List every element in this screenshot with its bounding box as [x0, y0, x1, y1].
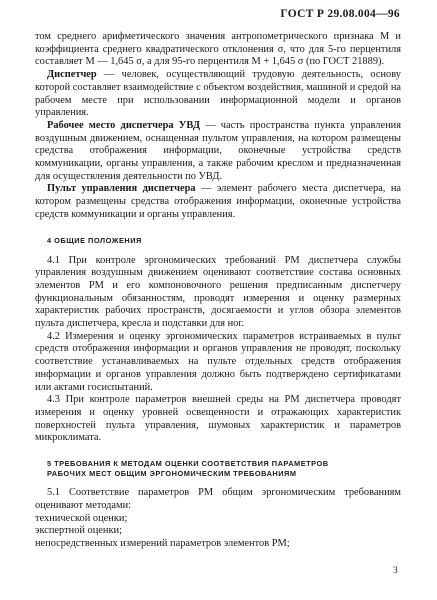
- section-5-title: [47, 459, 401, 479]
- standard-code-header: ГОСТ Р 29.08.004—96: [280, 8, 400, 20]
- page-content: [35, 31, 401, 551]
- definition-workplace: [35, 120, 401, 184]
- intro-paragraph: том среднего арифметического значения антропометрического признака M и коэффициента среднего квадратического отклонения σ, что для 5-го перцентиля составляет M — 1,645 σ, а для 95-го перцентиля M + 1,645 σ (по ГОСТ 21889).: [35, 31, 401, 68]
- definition-text: — часть пространства пункта управления воздушным движением, оснащенная пультом управления, на котором размещены средства отображения информации, оконечные устройства средств коммуникации, органы управления, а также рабочим креслом и предназначенная для осуществления деятельности по УВД.: [35, 119, 401, 182]
- definition-console: [35, 183, 401, 221]
- section-5-title-line1: 5 ТРЕБОВАНИЯ К МЕТОДАМ ОЦЕНКИ СООТВЕТСТВИЯ ПАРАМЕТРОВ: [47, 459, 329, 469]
- page-number: 3: [393, 566, 398, 576]
- paragraph-4-1: 4.1 При контроле эргономических требований РМ диспетчера службы управления воздушным движением оценивают соответствие состава основных элементов РМ и его компоновочного решения предписанным диспетчеру функциональным обязанностям, проводят измерения и оценку размерных характеристик рабочих пространств, досягаемости и углов обзора элементов пульта диспетчера, кресла и подставки для ног.: [35, 254, 401, 330]
- definition-term: Пульт управления диспетчера: [47, 183, 196, 195]
- section-5-title-line2: РАБОЧИХ МЕСТ ОБЩИМ ЭРГОНОМИЧЕСКИМ ТРЕБОВАНИЯМ: [47, 469, 297, 479]
- method-list-item: экспертной оценки;: [35, 525, 122, 537]
- paragraph-5-1: 5.1 Соответствие параметров РМ общим эргономическим требованиям оценивают методами:: [35, 487, 401, 511]
- definition-dispatcher: [35, 69, 401, 120]
- definition-text: — человек, осуществляющий трудовую деятельность, основу которой составляет взаимодействие с объектом воздействия, машиной и средой на рабочем месте при использовании информационной модели и органов управления.: [35, 69, 401, 119]
- paragraph-4-2: 4.2 Измерения и оценку эргономических параметров встраиваемых в пульт средств отображения информации и органов управления не проводят, поскольку соответствие устанавливаемых на пульте отдельных средств отображения информации и органов управления должно быть подтверждено сертификатами или актами госиспытаний.: [35, 330, 401, 393]
- definition-text: — элемент рабочего места диспетчера, на котором размещены средства отображения информации, оконечные устройства средств коммуникации и органы управления.: [35, 183, 401, 220]
- method-list-item: технической оценки;: [35, 512, 128, 524]
- definition-term: Диспетчер: [47, 69, 97, 81]
- section-4-title: 4 ОБЩИЕ ПОЛОЖЕНИЯ: [47, 235, 142, 245]
- definition-term: Рабочее место диспетчера УВД: [47, 119, 201, 131]
- method-list-item: непосредственных измерений параметров элементов РМ;: [35, 537, 290, 549]
- paragraph-4-3: 4.3 При контроле параметров внешней среды на РМ диспетчера проводят измерения и оценку уровней освещенности и отражающих характеристик поверхностей пульта управления, шумовых характеристик и параметров микроклимата.: [35, 394, 401, 444]
